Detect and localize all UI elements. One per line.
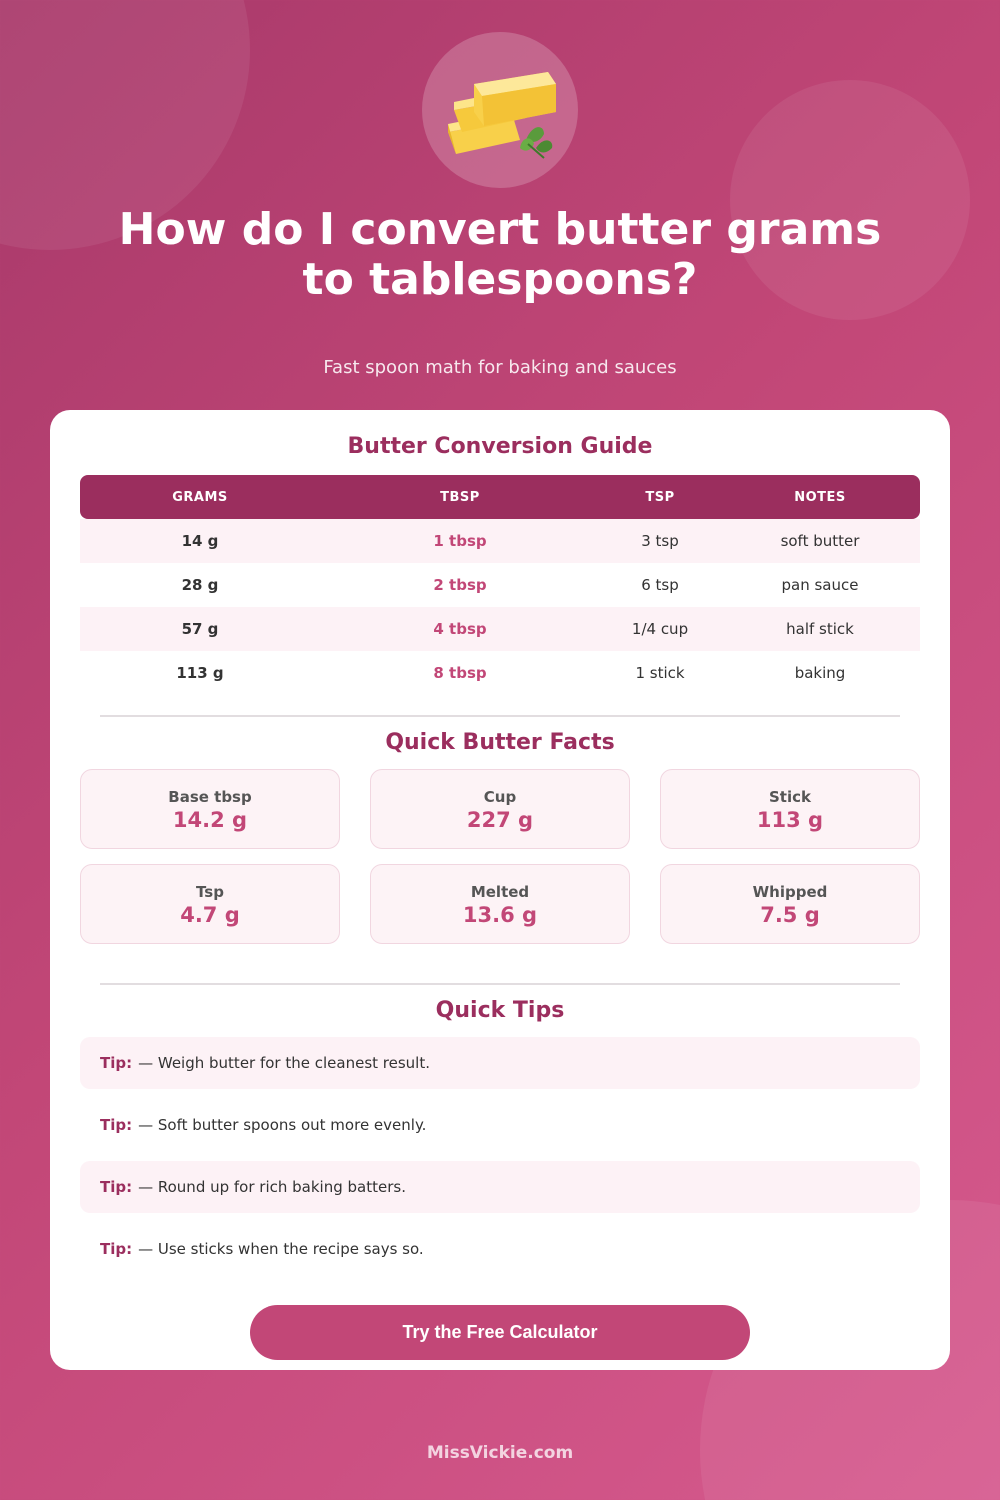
content-card [50, 410, 950, 1370]
cell-grams: 14 g [181, 532, 219, 550]
cell-tsp: 1 stick [635, 664, 685, 682]
tip-item [80, 1037, 920, 1089]
cell-notes: soft butter [780, 532, 860, 550]
column-header-grams: GRAMS [172, 489, 228, 505]
cell-grams: 113 g [176, 664, 224, 682]
fact-value: 4.7 g [180, 903, 240, 927]
column-header-notes: NOTES [794, 489, 846, 505]
fact-label: Base tbsp [168, 788, 252, 806]
table-row [80, 651, 920, 695]
fact-value: 113 g [756, 808, 824, 832]
conversion-section-title: Butter Conversion Guide [347, 434, 653, 459]
hero-badge [422, 32, 578, 188]
fact-value: 7.5 g [760, 903, 820, 927]
tip-text: — Round up for rich baking batters. [138, 1178, 406, 1196]
tip-text: — Use sticks when the recipe says so. [138, 1240, 424, 1258]
fact-label: Melted [470, 883, 530, 901]
fact-value: 14.2 g [172, 808, 248, 832]
page-title: How do I convert butter grams to tablespoons? [118, 204, 882, 305]
fact-label: Whipped [752, 883, 828, 901]
table-row [80, 607, 920, 651]
cell-tbsp: 8 tbsp [433, 664, 487, 682]
fact-label: Tsp [196, 883, 224, 901]
tip-item [80, 1161, 920, 1213]
facts-section-title: Quick Butter Facts [385, 730, 615, 755]
cell-tsp: 1/4 cup [631, 620, 689, 638]
cell-tsp: 6 tsp [641, 576, 679, 594]
fact-card [80, 769, 340, 849]
cell-grams: 28 g [181, 576, 219, 594]
table-row [80, 563, 920, 607]
fact-card [370, 769, 630, 849]
column-header-tbsp: TBSP [440, 489, 480, 505]
tip-item [80, 1099, 920, 1151]
fact-value: 13.6 g [462, 903, 538, 927]
table-header [80, 475, 920, 519]
footer-brand[interactable]: MissVickie.com [426, 1443, 574, 1463]
tip-label: Tip: [100, 1054, 133, 1072]
free-calculator-button[interactable]: Try the Free Calculator [250, 1305, 750, 1360]
cell-notes: baking [794, 664, 846, 682]
tip-text: — Weigh butter for the cleanest result. [138, 1054, 430, 1072]
tip-label: Tip: [100, 1240, 133, 1258]
tip-text: — Soft butter spoons out more evenly. [138, 1116, 427, 1134]
conversion-table [80, 475, 920, 695]
cell-notes: pan sauce [781, 576, 859, 594]
fact-card [370, 864, 630, 944]
cell-tbsp: 4 tbsp [433, 620, 487, 638]
cell-tbsp: 1 tbsp [433, 532, 487, 550]
section-divider [100, 983, 900, 985]
fact-label: Stick [769, 788, 811, 806]
cell-grams: 57 g [181, 620, 219, 638]
cell-tbsp: 2 tbsp [433, 576, 487, 594]
tips-section-title: Quick Tips [435, 998, 565, 1023]
fact-card [660, 864, 920, 944]
butter-icon [440, 54, 560, 166]
cell-tsp: 3 tsp [641, 532, 679, 550]
fact-value: 227 g [466, 808, 534, 832]
tip-label: Tip: [100, 1178, 133, 1196]
table-row [80, 519, 920, 563]
fact-card [660, 769, 920, 849]
cell-notes: half stick [786, 620, 854, 638]
fact-card [80, 864, 340, 944]
section-divider [100, 715, 900, 717]
tip-label: Tip: [100, 1116, 133, 1134]
page-subtitle: Fast spoon math for baking and sauces [323, 357, 677, 378]
column-header-tsp: TSP [645, 489, 675, 505]
tip-item [80, 1223, 920, 1275]
fact-label: Cup [483, 788, 517, 806]
